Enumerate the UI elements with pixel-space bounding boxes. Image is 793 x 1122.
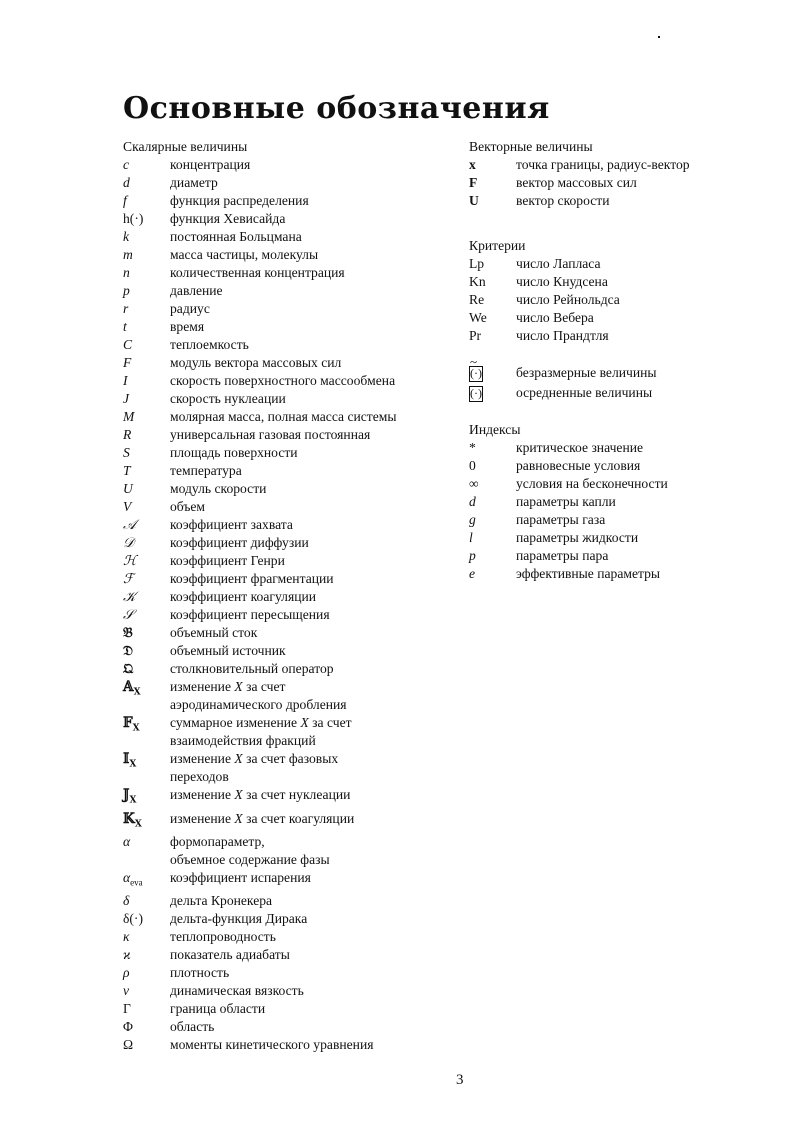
symbol-subscript: X <box>129 795 137 806</box>
description: показатель адиабаты <box>170 947 290 963</box>
description: точка границы, радиус-вектор <box>516 157 690 172</box>
vector-list <box>469 156 769 210</box>
vector-heading: Векторные величины <box>469 139 593 154</box>
description: коэффициент Генри <box>170 553 285 568</box>
symbol: 𝒜 <box>123 517 136 533</box>
indices-list <box>469 439 769 583</box>
symbol: e <box>469 566 476 581</box>
list-item <box>469 327 769 345</box>
list-item <box>469 547 769 565</box>
list-item <box>123 910 453 928</box>
symbol: S <box>123 445 130 460</box>
list-item <box>123 210 453 228</box>
symbol: V <box>123 499 132 514</box>
list-item <box>469 511 769 529</box>
description: дельта-функция Дирака <box>170 911 308 927</box>
symbol: c <box>123 157 130 172</box>
symbol: * <box>469 440 476 455</box>
list-item <box>123 714 453 750</box>
symbol: Re <box>469 292 485 307</box>
symbol: ρ <box>123 965 130 981</box>
list-item <box>123 408 453 426</box>
description: функция Хевисайда <box>170 211 286 226</box>
list-item <box>123 1000 453 1018</box>
list-item <box>469 457 769 475</box>
list-item <box>123 588 453 606</box>
list-item <box>123 390 453 408</box>
list-item <box>123 192 453 210</box>
description: функция распределения <box>170 193 309 208</box>
list-item <box>123 318 453 336</box>
indices-heading: Индексы <box>469 422 521 437</box>
symbol: 𝔽$_X$ <box>123 715 140 734</box>
description: изменение X за счет фазовых переходов <box>170 751 339 784</box>
description: время <box>170 319 205 334</box>
symbol: M <box>123 409 135 424</box>
symbol: Kn <box>469 274 486 289</box>
symbol: δ <box>123 893 130 909</box>
list-item <box>123 228 453 246</box>
description: параметры капли <box>516 494 616 509</box>
list-item <box>123 156 453 174</box>
symbol: ℋ <box>123 553 137 569</box>
symbol: Γ <box>123 1001 131 1017</box>
list-item <box>123 810 453 834</box>
description: коэффициент захвата <box>170 517 293 532</box>
description: коэффициент испарения <box>170 870 311 886</box>
symbol: 𝕁$_X$ <box>123 787 137 806</box>
description: молярная масса, полная масса системы <box>170 409 397 424</box>
list-item <box>123 444 453 462</box>
symbol-subscript: X <box>133 687 141 698</box>
description: число Прандтля <box>516 328 609 343</box>
bar-notation-symbol: (·) <box>470 386 482 400</box>
description: дельта Кронекера <box>170 893 273 909</box>
list-item <box>123 174 453 192</box>
list-item <box>123 426 453 444</box>
symbol: ℱ <box>123 571 134 587</box>
description: суммарное изменение X за счет взаимодействия фракций <box>170 715 352 748</box>
symbol: 𝔸$_X$ <box>123 679 141 698</box>
description: граница области <box>170 1001 266 1017</box>
list-item <box>123 786 453 810</box>
right-column <box>469 138 769 583</box>
criteria-list <box>469 255 769 345</box>
description: динамическая вязкость <box>170 983 304 999</box>
description: столкновительный оператор <box>170 661 334 676</box>
list-item <box>469 255 769 273</box>
description: безразмерные величины <box>516 365 657 380</box>
page-title: Основные обозначения <box>123 91 550 126</box>
description: вектор скорости <box>516 193 610 208</box>
list-item <box>123 516 453 534</box>
scalar-heading: Скалярные величины <box>123 139 248 154</box>
symbol: We <box>469 310 487 325</box>
symbol: ν <box>123 983 130 999</box>
list-item <box>469 475 769 493</box>
symbol: 𝒮 <box>123 607 134 623</box>
symbol: k <box>123 229 130 244</box>
list-item <box>123 246 453 264</box>
symbol: d <box>123 175 130 190</box>
symbol: 𝔇 <box>123 643 134 659</box>
symbol: 0 <box>469 458 476 473</box>
list-item <box>123 869 453 892</box>
description: число Лапласа <box>516 256 601 271</box>
description: теплопроводность <box>170 929 276 945</box>
description: коэффициент фрагментации <box>170 571 334 586</box>
description: модуль скорости <box>170 481 267 496</box>
symbol: Pr <box>469 328 482 343</box>
description: эффективные параметры <box>516 566 661 581</box>
list-item <box>123 282 453 300</box>
list-item <box>123 750 453 786</box>
description: формопараметр, объемное содержание фазы <box>170 834 330 868</box>
description: критическое значение <box>516 440 644 455</box>
description: радиус <box>170 301 210 316</box>
description: условия на бесконечности <box>516 476 668 491</box>
symbol: 𝒦 <box>123 589 136 605</box>
description: изменение X за счет аэродинамического дробления <box>170 679 347 712</box>
list-item <box>123 300 453 318</box>
symbol: J <box>123 391 130 406</box>
description: объемный сток <box>170 625 258 640</box>
symbol: m <box>123 247 133 262</box>
list-item <box>123 833 453 869</box>
symbol: x <box>469 157 476 172</box>
symbol: δ(·) <box>123 911 143 927</box>
symbol: α <box>123 834 131 850</box>
list-item <box>123 1036 453 1054</box>
symbol: n <box>123 265 130 280</box>
list-item <box>123 498 453 516</box>
criteria-heading: Критерии <box>469 238 526 253</box>
symbol: 𝔅 <box>123 625 133 641</box>
list-item <box>469 291 769 309</box>
symbol: l <box>469 530 473 545</box>
description: объем <box>170 499 206 514</box>
description: универсальная газовая постоянная <box>170 427 371 442</box>
description: коэффициент коагуляции <box>170 589 317 604</box>
symbol: C <box>123 337 133 352</box>
list-item <box>469 273 769 291</box>
symbol: $\alpha_{eva}$ <box>123 870 143 889</box>
list-item <box>123 946 453 964</box>
symbol: Φ <box>123 1019 133 1035</box>
description: область <box>170 1019 215 1035</box>
symbol: t <box>123 319 127 334</box>
description: плотность <box>170 965 230 981</box>
list-item <box>469 156 769 174</box>
list-item <box>123 354 453 372</box>
description: скорость нуклеации <box>170 391 286 406</box>
list-item <box>469 363 769 383</box>
list-item <box>123 642 453 660</box>
description: давление <box>170 283 223 298</box>
description: модуль вектора массовых сил <box>170 355 342 370</box>
description: теплоемкость <box>170 337 249 352</box>
symbol: ϰ <box>123 947 131 963</box>
list-item <box>123 928 453 946</box>
list-item <box>123 462 453 480</box>
list-item <box>123 982 453 1000</box>
notation-list <box>469 363 769 403</box>
symbol: 𝕂$_X$ <box>123 810 142 830</box>
symbol: 𝕀$_X$ <box>123 751 137 770</box>
list-item <box>123 480 453 498</box>
list-item <box>123 892 453 910</box>
description: температура <box>170 463 242 478</box>
description: скорость поверхностного массообмена <box>170 373 396 388</box>
symbol: U <box>123 481 133 496</box>
list-item <box>469 493 769 511</box>
description: объемный источник <box>170 643 286 658</box>
description: масса частицы, молекулы <box>170 247 319 262</box>
symbol: p <box>123 283 130 298</box>
description: коэффициент диффузии <box>170 535 309 550</box>
symbol: F <box>469 175 478 190</box>
list-item <box>469 439 769 457</box>
scalar-section <box>123 138 453 1054</box>
symbol: Ω <box>123 1037 134 1053</box>
list-item <box>123 264 453 282</box>
symbol: ∞ <box>469 476 479 491</box>
list-item <box>123 606 453 624</box>
description: равновесные условия <box>516 458 641 473</box>
symbol: d <box>469 494 476 509</box>
description: изменение X за счет коагуляции <box>170 810 355 826</box>
symbol: F <box>123 355 132 370</box>
list-item <box>123 964 453 982</box>
list-item <box>469 529 769 547</box>
description: вектор массовых сил <box>516 175 637 190</box>
description: коэффициент пересыщения <box>170 607 330 622</box>
symbol: κ <box>123 929 130 945</box>
corner-mark <box>658 36 660 38</box>
symbol: R <box>123 427 132 442</box>
symbol: r <box>123 301 129 316</box>
page-number: 3 <box>456 1072 464 1088</box>
list-item <box>469 192 769 210</box>
symbol: 𝒟 <box>123 535 134 551</box>
list-item <box>469 383 769 403</box>
list-item <box>469 565 769 583</box>
symbol: h(·) <box>123 211 144 226</box>
symbol: 𝔔 <box>123 661 134 677</box>
description: количественная концентрация <box>170 265 345 280</box>
symbol-subscript: X <box>134 819 142 830</box>
description: концентрация <box>170 157 251 172</box>
symbol: U <box>469 193 479 208</box>
description: диаметр <box>170 175 218 190</box>
list-item <box>123 372 453 390</box>
description: изменение X за счет нуклеации <box>170 787 351 802</box>
list-item <box>123 336 453 354</box>
list-item <box>123 624 453 642</box>
description: число Вебера <box>516 310 594 325</box>
symbol: p <box>469 548 476 563</box>
description: число Кнудсена <box>516 274 608 289</box>
description: параметры жидкости <box>516 530 639 545</box>
list-item <box>123 534 453 552</box>
description: моменты кинетического уравнения <box>170 1037 374 1053</box>
list-item <box>469 309 769 327</box>
symbol-subscript: eva <box>130 878 143 889</box>
description: параметры газа <box>516 512 606 527</box>
symbol: T <box>123 463 131 478</box>
list-item <box>123 660 453 678</box>
description: число Рейнольдса <box>516 292 620 307</box>
list-item <box>123 1018 453 1036</box>
list-item <box>123 678 453 714</box>
scalar-list <box>123 156 453 1054</box>
tilde-notation-symbol: ~ (·) <box>469 363 516 383</box>
list-item <box>123 570 453 588</box>
symbol: I <box>123 373 128 388</box>
description: осредненные величины <box>516 385 653 400</box>
list-item <box>469 174 769 192</box>
symbol-subscript: X <box>132 723 140 734</box>
description: постоянная Больцмана <box>170 229 302 244</box>
list-item <box>123 552 453 570</box>
symbol-subscript: X <box>129 759 137 770</box>
symbol: f <box>123 193 127 208</box>
description: площадь поверхности <box>170 445 298 460</box>
description: параметры пара <box>516 548 609 563</box>
symbol: g <box>469 512 476 527</box>
symbol: Lp <box>469 256 485 271</box>
